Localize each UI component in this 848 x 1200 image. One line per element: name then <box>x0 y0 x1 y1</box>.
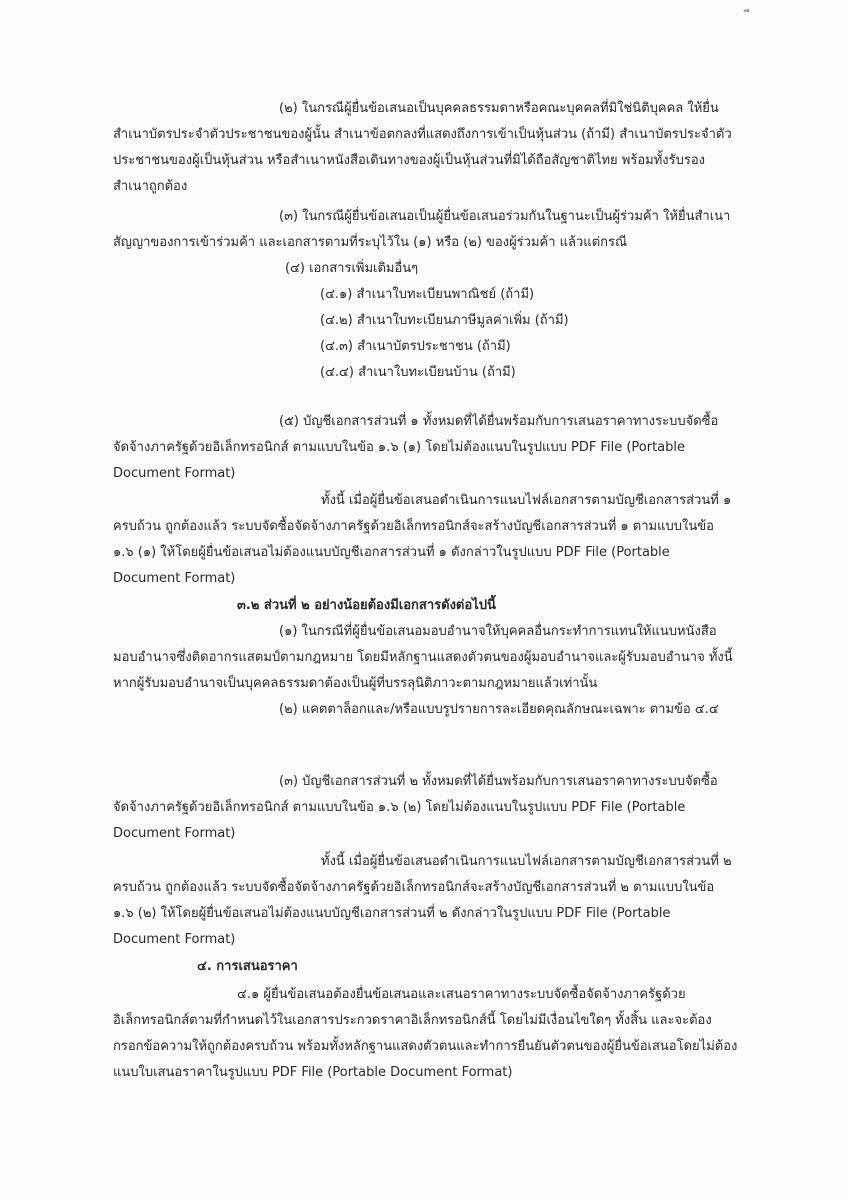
section-heading: ๓.๒ ส่วนที่ ๒ อย่างน้อยต้องมีเอกสารดังต่อไปนี้ <box>237 598 496 613</box>
text-line: ทั้งนี้ เมื่อผู้ยื่นข้อเสนอดำเนินการแนบไฟล์เอกสารตามบัญชีเอกสารส่วนที่ ๑ <box>321 493 732 508</box>
text-line: สัญญาของการเข้าร่วมค้า และเอกสารตามที่ระบุไว้ใน (๑) หรือ (๒) ของผู้ร่วมค้า แล้วแต่กรณี <box>113 235 628 250</box>
text-line: จัดจ้างภาครัฐด้วยอิเล็กทรอนิกส์ ตามแบบในข้อ ๑.๖ (๑) โดยไม่ต้องแนบในรูปแบบ PDF File (Portable <box>113 440 685 455</box>
text-line: (๕) บัญชีเอกสารส่วนที่ ๑ ทั้งหมดที่ได้ยื่นพร้อมกับการเสนอราคาทางระบบจัดซื้อ <box>279 414 719 429</box>
text-line: (๓) บัญชีเอกสารส่วนที่ ๒ ทั้งหมดที่ได้ยื่นพร้อมกับการเสนอราคาทางระบบจัดซื้อ <box>279 774 718 789</box>
text-line: (๔) เอกสารเพิ่มเติมอื่นๆ <box>285 261 419 276</box>
text-line: ครบถ้วน ถูกต้องแล้ว ระบบจัดซื้อจัดจ้างภาครัฐด้วยอิเล็กทรอนิกส์จะสร้างบัญชีเอกสารส่วนที่ ๑ ตามแบบในข้อ <box>113 519 714 534</box>
text-line: (๒) ในกรณีผู้ยื่นข้อเสนอเป็นบุคคลธรรมดาหรือคณะบุคคลที่มิใช่นิติบุคคล ให้ยื่น <box>279 101 719 116</box>
text-line: หากผู้รับมอบอำนาจเป็นบุคคลธรรมดาต้องเป็นผู้ที่บรรลุนิติภาวะตามกฎหมายแล้วเท่านั้น <box>113 676 598 691</box>
text-line: Document Format) <box>113 571 236 586</box>
text-line: Document Format) <box>113 466 236 481</box>
text-line: ทั้งนี้ เมื่อผู้ยื่นข้อเสนอดำเนินการแนบไฟล์เอกสารตามบัญชีเอกสารส่วนที่ ๒ <box>321 854 732 869</box>
text-line: ครบถ้วน ถูกต้องแล้ว ระบบจัดซื้อจัดจ้างภาครัฐด้วยอิเล็กทรอนิกส์จะสร้างบัญชีเอกสารส่วนที่ ๒ ตามแบบในข้อ <box>113 880 715 895</box>
text-line: (๒) แคตตาล็อกและ/หรือแบบรูปรายการละเอียดคุณลักษณะเฉพาะ ตามข้อ ๔.๔ <box>279 702 719 717</box>
text-line: ๑.๖ (๒) ให้โดยผู้ยื่นข้อเสนอไม่ต้องแนบบัญชีเอกสารส่วนที่ ๒ ดังกล่าวในรูปแบบ PDF File (Portable <box>113 906 671 921</box>
text-line: สำเนาบัตรประจำตัวประชาชนของผู้นั้น สำเนาข้อตกลงที่แสดงถึงการเข้าเป็นหุ้นส่วน (ถ้ามี) สำเนาบัตรประจำตัว <box>113 127 732 142</box>
text-line: มอบอำนาจซึ่งติดอากรแสตมป์ตามกฎหมาย โดยมีหลักฐานแสดงตัวตนของผู้มอบอำนาจและผู้รับมอบอำนาจ ทั้งนี้ <box>113 650 733 665</box>
text-line: จัดจ้างภาครัฐด้วยอิเล็กทรอนิกส์ ตามแบบในข้อ ๑.๖ (๒) โดยไม่ต้องแนบในรูปแบบ PDF File (Portable <box>113 800 686 815</box>
text-line: (๔.๓) สำเนาบัตรประชาชน (ถ้ามี) <box>320 339 511 354</box>
text-line: อิเล็กทรอนิกส์ตามที่กำหนดไว้ในเอกสารประกวดราคาอิเล็กทรอนิกส์นี้ โดยไม่มีเงื่อนไขใดๆ ทั้งสิ้น และจะต้อง <box>113 1013 712 1028</box>
text-line: (๑) ในกรณีที่ผู้ยื่นข้อเสนอมอบอำนาจให้บุคคลอื่นกระทำการแทนให้แนบหนังสือ <box>279 624 717 639</box>
text-line: (๓) ในกรณีผู้ยื่นข้อเสนอเป็นผู้ยื่นข้อเสนอร่วมกันในฐานะเป็นผู้ร่วมค้า ให้ยื่นสำเนา <box>279 209 731 224</box>
text-line: (๔.๑) สำเนาใบทะเบียนพาณิชย์ (ถ้ามี) <box>320 287 535 302</box>
text-line: ประชาชนของผู้เป็นหุ้นส่วน หรือสำเนาหนังสือเดินทางของผู้เป็นหุ้นส่วนที่มิได้ถือสัญชาติไทย พร้อมทั้งรับรอง <box>113 153 706 168</box>
text-line: (๔.๒) สำเนาใบทะเบียนภาษีมูลค่าเพิ่ม (ถ้ามี) <box>320 313 569 328</box>
section-heading: ๔. การเสนอราคา <box>197 959 298 974</box>
text-line: ๔.๑ ผู้ยื่นข้อเสนอต้องยื่นข้อเสนอและเสนอราคาทางระบบจัดซื้อจัดจ้างภาครัฐด้วย <box>237 987 686 1002</box>
text-line: สำเนาถูกต้อง <box>113 179 188 194</box>
text-line: แนบใบเสนอราคาในรูปแบบ PDF File (Portable Document Format) <box>113 1065 513 1080</box>
text-line: (๔.๔) สำเนาใบทะเบียนบ้าน (ถ้ามี) <box>320 365 516 380</box>
text-line: กรอกข้อความให้ถูกต้องครบถ้วน พร้อมทั้งหลักฐานแสดงตัวตนและทำการยืนยันตัวตนของผู้ยื่นข้อเสนอโดยไม่ต้อง <box>113 1039 738 1054</box>
text-line: Document Format) <box>113 826 236 841</box>
text-line: Document Format) <box>113 932 236 947</box>
text-line: ๑.๖ (๑) ให้โดยผู้ยื่นข้อเสนอไม่ต้องแนบบัญชีเอกสารส่วนที่ ๑ ดังกล่าวในรูปแบบ PDF File (Portable <box>113 545 670 560</box>
